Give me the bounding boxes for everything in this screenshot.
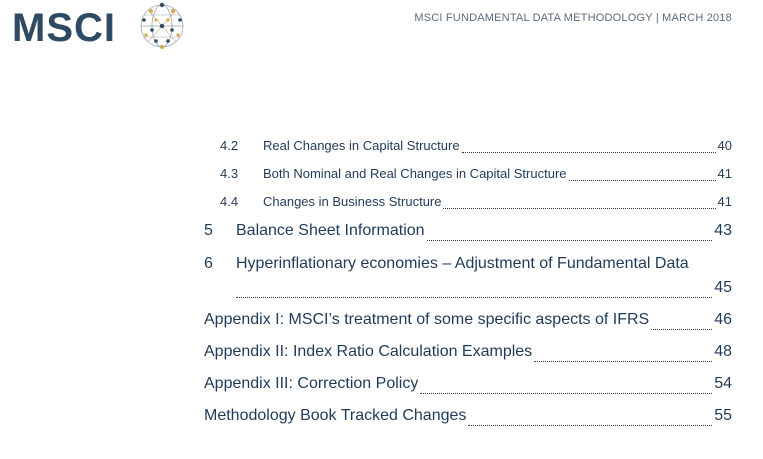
dot-leader — [651, 329, 712, 330]
toc-entry-5[interactable] — [204, 222, 732, 244]
toc-entry-number: 4.4 — [220, 194, 239, 209]
toc-entry-number: 6 — [204, 255, 213, 272]
toc-entry-page: 48 — [714, 343, 732, 360]
toc-entry-number: 5 — [204, 222, 213, 239]
dot-leader — [569, 180, 716, 181]
toc-entry-title: Balance Sheet Information — [236, 222, 425, 239]
toc-entry-number: 4.3 — [220, 166, 239, 181]
toc-entry-4-2[interactable] — [220, 138, 732, 156]
toc-entry-page: 43 — [714, 222, 732, 239]
logo-wordmark: MSCI — [12, 6, 116, 50]
dot-leader — [462, 152, 716, 153]
toc-entry-page: 41 — [717, 166, 732, 181]
toc-entry-tracked-changes[interactable] — [204, 407, 732, 429]
toc-entry-4-4[interactable] — [220, 194, 732, 212]
toc-entry-title: Methodology Book Tracked Changes — [204, 407, 467, 424]
toc-entry-appendix-2[interactable] — [204, 343, 732, 365]
msci-logo — [12, 2, 192, 52]
toc-entry-title: Real Changes in Capital Structure — [263, 138, 460, 153]
toc-entry-page: 41 — [717, 194, 732, 209]
toc-entry-4-3[interactable] — [220, 166, 732, 184]
dot-leader — [443, 208, 715, 209]
globe-icon — [138, 2, 186, 50]
toc-entry-page: 55 — [714, 407, 732, 424]
toc-entry-page: 46 — [714, 311, 732, 328]
toc-entry-6[interactable] — [204, 255, 689, 273]
toc-entry-title: Both Nominal and Real Changes in Capital Structure — [263, 166, 567, 181]
toc-entry-number: 4.2 — [220, 138, 239, 153]
toc-entry-page: 45 — [714, 279, 732, 296]
toc-entry-title: Hyperinflationary economies – Adjustment of Fundamental Data — [236, 255, 689, 272]
dot-leader — [420, 393, 712, 394]
toc-entry-page: 54 — [714, 375, 732, 392]
toc-entry-title: Changes in Business Structure — [263, 194, 442, 209]
dot-leader — [427, 240, 713, 241]
toc-entry-appendix-3[interactable] — [204, 375, 732, 397]
toc-entry-title: Appendix III: Correction Policy — [204, 375, 419, 392]
dot-leader — [534, 361, 712, 362]
toc-entry-title: Appendix II: Index Ratio Calculation Examples — [204, 343, 533, 360]
dot-leader — [468, 425, 712, 426]
running-header: MSCI FUNDAMENTAL DATA METHODOLOGY | MARCH 2018 — [414, 12, 732, 24]
toc-entry-page: 40 — [717, 138, 732, 153]
toc-entry-title: Appendix I: MSCI’s treatment of some specific aspects of IFRS — [204, 311, 650, 328]
toc-entry-appendix-1[interactable] — [204, 311, 732, 333]
toc-entry-6-page-line[interactable] — [236, 279, 732, 301]
dot-leader — [236, 297, 712, 298]
